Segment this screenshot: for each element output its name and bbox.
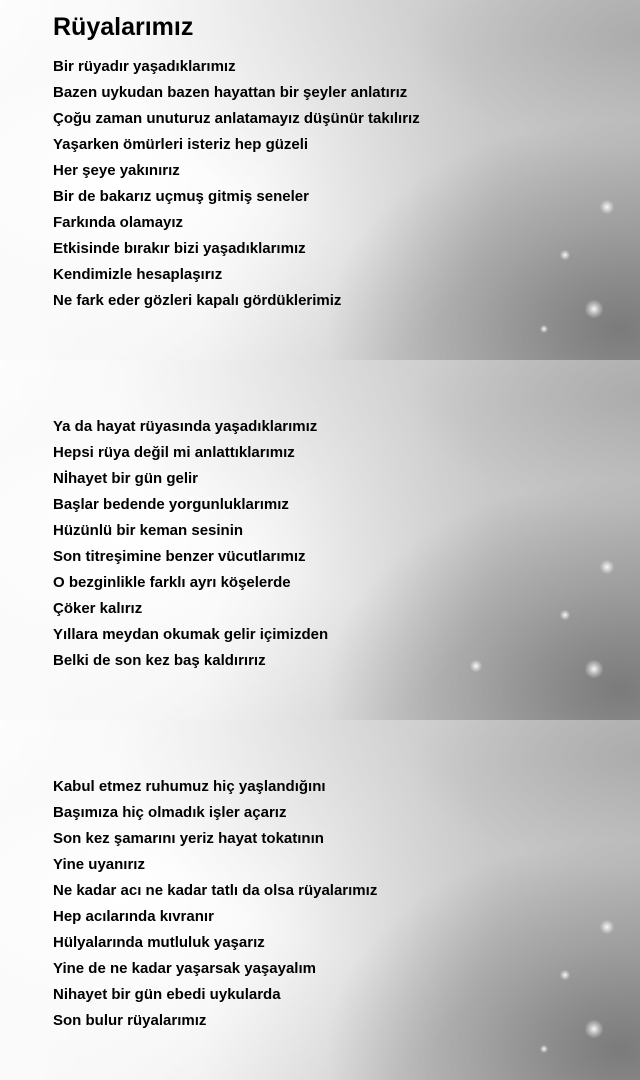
bokeh-sparkle (600, 200, 614, 214)
bokeh-sparkle (470, 660, 482, 672)
verse-line: Farkında olamayız (53, 214, 184, 231)
bokeh-sparkle (585, 1020, 603, 1038)
verse-line: Son titreşimine benzer vücutlarımız (53, 548, 306, 565)
verse-line: Bir de bakarız uçmuş gitmiş seneler (53, 188, 309, 205)
verse-line: Başımıza hiç olmadık işler açarız (53, 804, 287, 821)
poem-panel-2 (0, 360, 640, 720)
bokeh-sparkle (600, 560, 614, 574)
bokeh-sparkle (540, 325, 548, 333)
verse-line: Çoğu zaman unuturuz anlatamayız düşünür takılırız (53, 110, 420, 127)
bokeh-sparkle (560, 250, 570, 260)
stanza-1 (53, 54, 420, 314)
verse-line: Ya da hayat rüyasında yaşadıklarımız (53, 418, 318, 435)
verse-line: Yine uyanırız (53, 856, 145, 873)
verse-line: Hüzünlü bir keman sesinin (53, 522, 244, 539)
verse-line: Yine de ne kadar yaşarsak yaşayalım (53, 960, 316, 977)
verse-line: Nİhayet bir gün gelir (53, 470, 199, 487)
verse-line: Bir rüyadır yaşadıklarımız (53, 58, 236, 75)
verse-line: Her şeye yakınırız (53, 162, 180, 179)
verse-line: Hep acılarında kıvranır (53, 908, 214, 925)
verse-line: Başlar bedende yorgunluklarımız (53, 496, 289, 513)
poem-panel-1 (0, 0, 640, 360)
bokeh-sparkle (560, 970, 570, 980)
verse-line: Belki de son kez baş kaldırırız (53, 652, 266, 669)
verse-line: Çöker kalırız (53, 600, 143, 617)
bokeh-sparkle (540, 1045, 548, 1053)
stanza-2 (53, 414, 328, 674)
verse-line: Hülyalarında mutluluk yaşarız (53, 934, 265, 951)
verse-line: Ne kadar acı ne kadar tatlı da olsa rüyalarımız (53, 882, 378, 899)
bokeh-sparkle (560, 610, 570, 620)
verse-line: Nihayet bir gün ebedi uykularda (53, 986, 281, 1003)
verse-line: Bazen uykudan bazen hayattan bir şeyler anlatırız (53, 84, 408, 101)
poem-panel-3 (0, 720, 640, 1080)
verse-line: Yıllara meydan okumak gelir içimizden (53, 626, 329, 643)
bokeh-sparkle (585, 300, 603, 318)
verse-line: Etkisinde bırakır bizi yaşadıklarımız (53, 240, 306, 257)
verse-line: Ne fark eder gözleri kapalı gördüklerimiz (53, 292, 342, 309)
verse-line: Son bulur rüyalarımız (53, 1012, 207, 1029)
verse-line: Son kez şamarını yeriz hayat tokatının (53, 830, 324, 847)
poem-title: Rüyalarımız (53, 13, 194, 41)
verse-line: O bezginlikle farklı ayrı köşelerde (53, 574, 291, 591)
verse-line: Kendimizle hesaplaşırız (53, 266, 223, 283)
verse-line: Yaşarken ömürleri isteriz hep güzeli (53, 136, 309, 153)
bokeh-sparkle (600, 920, 614, 934)
verse-line: Hepsi rüya değil mi anlattıklarımız (53, 444, 295, 461)
verse-line: Kabul etmez ruhumuz hiç yaşlandığını (53, 778, 326, 795)
stanza-3 (53, 774, 377, 1034)
bokeh-sparkle (585, 660, 603, 678)
